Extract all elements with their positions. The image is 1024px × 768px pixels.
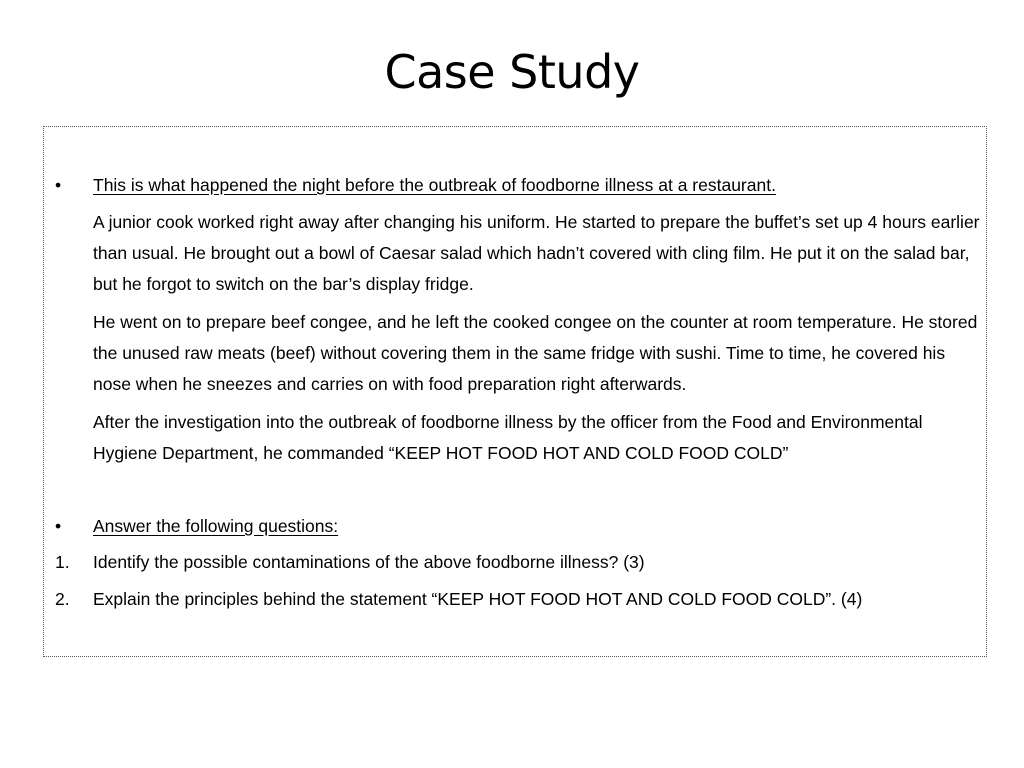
slide-title: Case Study <box>384 45 640 99</box>
question-number: 1. <box>55 552 70 572</box>
paragraph-3: After the investigation into the outbreak of foodborne illness by the officer from the Food and Environmental Hygiene Department, he commanded “KEEP HOT FOOD HOT AND COLD FOOD COLD” <box>93 412 923 463</box>
question-text: Identify the possible contaminations of the above foodborne illness? (3) <box>93 552 645 572</box>
question-number: 2. <box>55 589 70 609</box>
paragraph-2: He went on to prepare beef congee, and he left the cooked congee on the counter at room temperature. He stored the unused raw meats (beef) without covering them in the same fridge with sushi. Time to time, he covered his nose when he sneezes and carries on with food preparation right afterwards. <box>93 312 978 394</box>
question-text: Explain the principles behind the statement “KEEP HOT FOOD HOT AND COLD FOOD COLD”. (4) <box>93 589 863 609</box>
intro-heading: This is what happened the night before the outbreak of foodborne illness at a restaurant. <box>93 175 776 195</box>
questions-heading: Answer the following questions: <box>93 516 339 536</box>
bullet-marker: • <box>55 175 62 195</box>
bullet-marker: • <box>55 516 62 536</box>
case-study-box <box>43 126 987 657</box>
paragraph-1: A junior cook worked right away after changing his uniform. He started to prepare the buffet’s set up 4 hours earlier than usual. He brought out a bowl of Caesar salad which hadn’t covered with cling film. He put it on the salad bar, but he forgot to switch on the bar’s display fridge. <box>93 212 980 294</box>
